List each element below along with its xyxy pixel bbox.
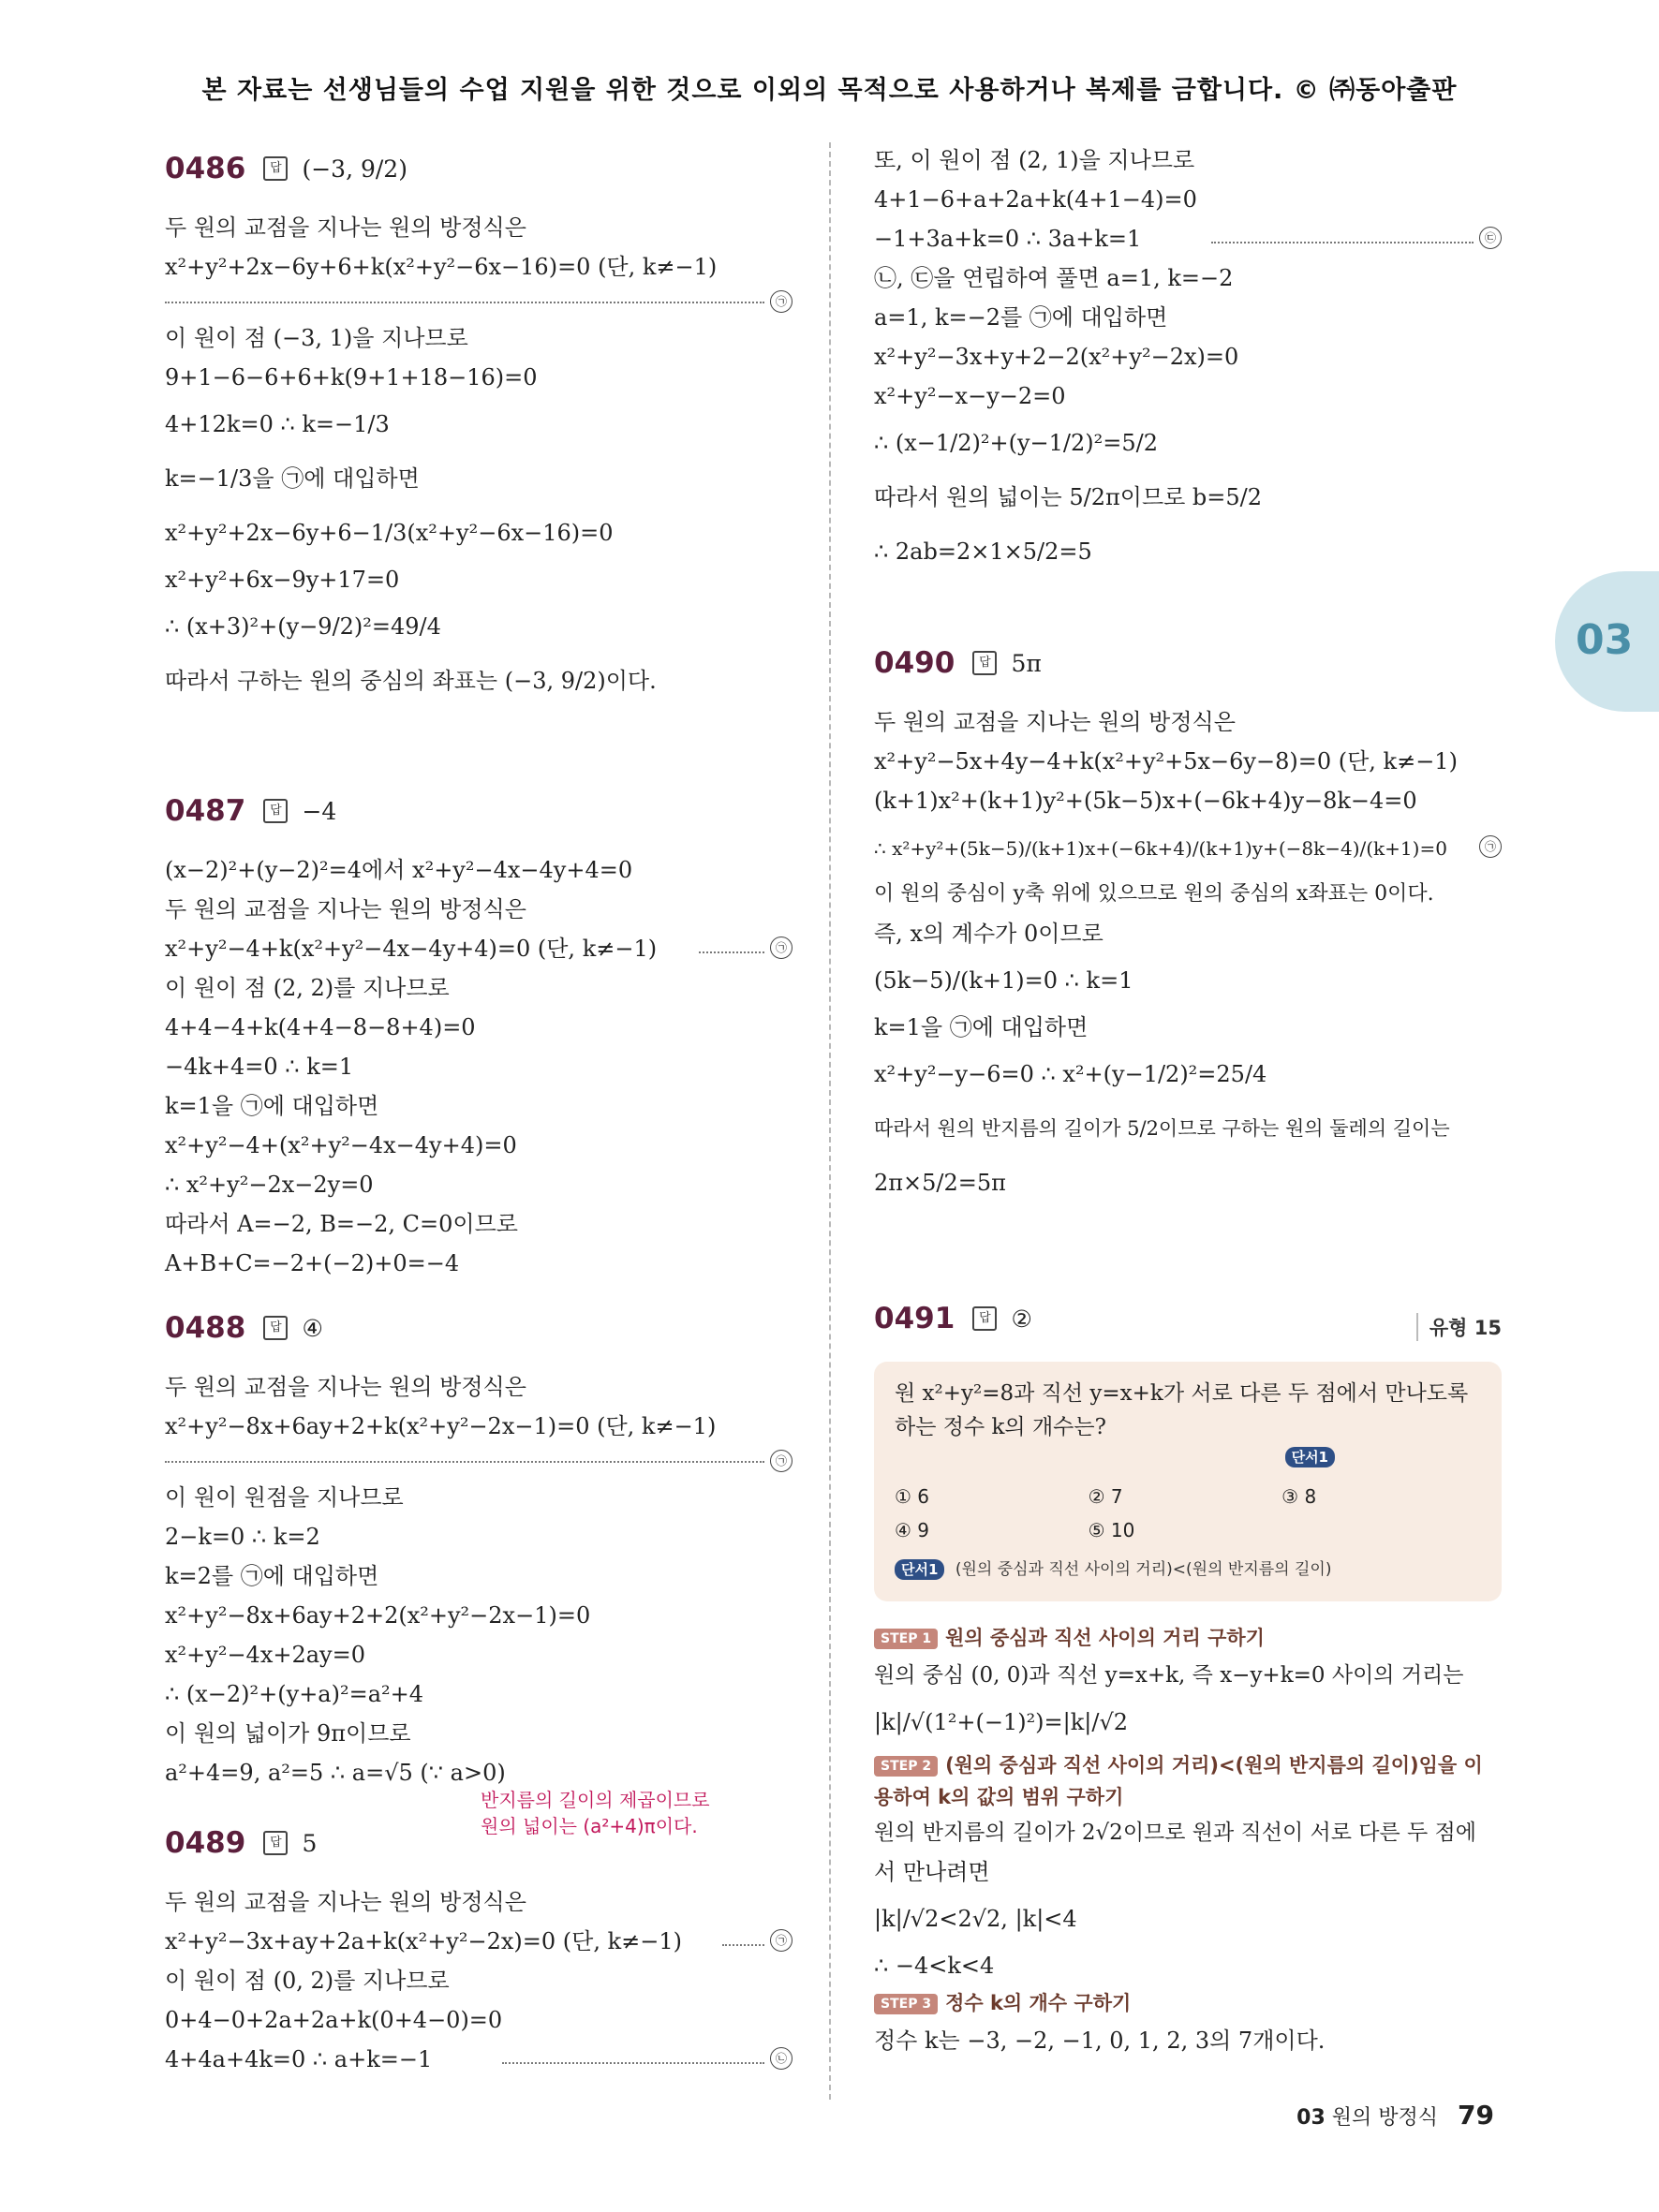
solution-line: x²+y²−4+(x²+y²−4x−4y+4)=0 <box>165 1132 517 1158</box>
copyright-notice: 본 자료는 선생님들의 수업 지원을 위한 것으로 이외의 목적으로 사용하거나 복제를 금합니다. © ㈜동아출판 <box>201 76 1458 105</box>
solution-line: 9+1−6−6+6+k(9+1+18−16)=0 <box>165 364 538 391</box>
circled-marker: ㉠ <box>1479 835 1502 858</box>
solution-line: ∴ (x+3)²+(y−9/2)²=49/4 <box>165 613 441 640</box>
solution-line: 두 원의 교점을 지나는 원의 방정식은 <box>165 214 526 241</box>
solution-line-with-marker <box>874 820 1502 875</box>
step-heading <box>874 1620 1502 1656</box>
answer-value: ② <box>1011 1305 1032 1333</box>
solution-line: (x−2)²+(y−2)²=4에서 x²+y²−4x−4y+4=0 <box>165 857 633 883</box>
problem-number: 0489 <box>165 1826 246 1860</box>
solution-line: 2−k=0 ∴ k=2 <box>165 1524 320 1550</box>
problem-number: 0490 <box>874 646 955 680</box>
answer-icon: 답 <box>263 1316 288 1340</box>
solution-line: |k|/√(1²+(−1)²)=|k|/√2 <box>874 1709 1129 1735</box>
solution-line: 원의 반지름의 길이가 2√2이므로 원과 직선이 서로 다른 두 점에 <box>874 1821 1476 1845</box>
problem-box <box>874 1362 1502 1601</box>
solution-header <box>165 794 792 850</box>
chapter-tab <box>1555 571 1659 712</box>
solution-line: k=1을 ㉠에 대입하면 <box>874 1014 1089 1040</box>
answer-options <box>895 1480 1481 1547</box>
answer-icon: 답 <box>263 799 288 823</box>
type-tag: 유형 15 <box>1416 1313 1502 1341</box>
option: ⑤ 10 <box>1088 1519 1135 1541</box>
solution-line: |k|/√2<2√2, |k|<4 <box>874 1906 1077 1932</box>
solution-line: 4+12k=0 ∴ k=−1/3 <box>165 411 390 437</box>
solution-header <box>165 1311 792 1367</box>
solution-header <box>874 1302 1502 1358</box>
answer-icon: 답 <box>263 1831 288 1855</box>
solution-line: 이 원이 점 (−3, 1)을 지나므로 <box>165 325 468 351</box>
solution-line: x²+y²+2x−6y+6+k(x²+y²−6x−16)=0 (단, k≠−1) <box>165 254 718 280</box>
footer-title: 원의 방정식 <box>1331 2106 1439 2130</box>
circled-marker: ㉠ <box>770 290 792 313</box>
problem-number: 0486 <box>165 152 246 185</box>
solution-line: k=−1/3을 ㉠에 대입하면 <box>165 465 420 492</box>
solution-0489-continued <box>874 140 1502 579</box>
annotation-line: 원의 넓이는 (a²+4)π이다. <box>481 1815 698 1837</box>
solution-line: 서 만나려면 <box>874 1859 990 1885</box>
solution-line: x²+y²−5x+4y−4+k(x²+y²+5x−6y−8)=0 (단, k≠−1) <box>874 748 1458 774</box>
solution-line-with-marker <box>165 2040 792 2079</box>
circled-marker: ㉠ <box>770 1450 792 1472</box>
solution-line: 이 원이 점 (0, 2)를 지나므로 <box>165 1968 450 1994</box>
solution-line-with-marker <box>165 1922 792 1961</box>
leader-dots <box>502 2062 764 2064</box>
solution-line: ∴ −4<k<4 <box>874 1953 995 1979</box>
solution-line: 두 원의 교점을 지나는 원의 방정식은 <box>874 709 1236 735</box>
solution-text: x²+y²−3x+ay+2a+k(x²+y²−2x)=0 (단, k≠−1) <box>165 1928 682 1954</box>
answer-icon: 답 <box>972 651 997 675</box>
answer-value: 5π <box>1011 649 1042 677</box>
problem-number: 0488 <box>165 1311 246 1345</box>
solution-line: ∴ (x−1/2)²+(y−1/2)²=5/2 <box>874 430 1158 456</box>
solution-text: −1+3a+k=0 ∴ 3a+k=1 <box>874 226 1142 252</box>
marker-line <box>165 1446 792 1478</box>
solution-line: k=1을 ㉠에 대입하면 <box>165 1093 379 1119</box>
solution-line: x²+y²−8x+6ay+2+k(x²+y²−2x−1)=0 (단, k≠−1) <box>165 1413 717 1439</box>
solution-header <box>165 1826 792 1882</box>
solution-line: 따라서 원의 반지름의 길이가 5/2이므로 구하는 원의 둘레의 길이는 <box>874 1117 1450 1140</box>
clue-text: (원의 중심과 직선 사이의 거리)<(원의 반지름의 길이) <box>955 1560 1332 1579</box>
solution-line: −4k+4=0 ∴ k=1 <box>165 1054 354 1080</box>
solution-line: a²+4=9, a²=5 ∴ a=√5 (∵ a>0) <box>165 1760 506 1786</box>
step-badge: STEP 1 <box>874 1629 938 1649</box>
solution-line: 이 원이 원점을 지나므로 <box>165 1484 404 1511</box>
solution-line: 정수 k는 −3, −2, −1, 0, 1, 2, 3의 7개이다. <box>874 2028 1326 2054</box>
chapter-tab-label: 03 <box>1576 616 1634 664</box>
solution-line: 이 원의 넓이가 9π이므로 <box>165 1720 411 1747</box>
circled-marker: ㉠ <box>770 1929 792 1952</box>
solution-line: a=1, k=−2를 ㉠에 대입하면 <box>874 304 1168 331</box>
solution-line: 4+1−6+a+2a+k(4+1−4)=0 <box>874 186 1197 213</box>
solution-line: ∴ 2ab=2×1×5/2=5 <box>874 538 1092 565</box>
problem-text: 원 x²+y²=8과 직선 y=x+k가 서로 다른 두 점에서 만나도록 하는 정수 k의 개수는? <box>895 1381 1469 1439</box>
solution-text: x²+y²−4+k(x²+y²−4x−4y+4)=0 (단, k≠−1) <box>165 936 658 962</box>
step-title: 정수 k의 개수 구하기 <box>945 1992 1132 2014</box>
solution-line: x²+y²−y−6=0 ∴ x²+(y−1/2)²=25/4 <box>874 1061 1267 1087</box>
solution-line: ∴ x²+y²−2x−2y=0 <box>165 1172 374 1198</box>
solution-header <box>874 646 1502 702</box>
solution-0490 <box>874 646 1502 1210</box>
option: ④ 9 <box>895 1519 930 1541</box>
step-badge: STEP 3 <box>874 1994 938 2014</box>
circled-marker: ㉡ <box>770 2047 792 2070</box>
step-title: (원의 중심과 직선 사이의 거리)<(원의 반지름의 길이)임을 이용하여 k의 값의 범위 구하기 <box>874 1754 1483 1808</box>
answer-value: ④ <box>302 1314 323 1342</box>
answer-value: −4 <box>302 797 337 825</box>
solution-0489 <box>165 1826 792 2079</box>
solution-line: A+B+C=−2+(−2)+0=−4 <box>165 1250 460 1276</box>
solution-line: k=2를 ㉠에 대입하면 <box>165 1563 379 1589</box>
solution-line: 즉, x의 계수가 0이므로 <box>874 921 1104 947</box>
solution-line: 두 원의 교점을 지나는 원의 방정식은 <box>165 896 526 922</box>
solution-line: (k+1)x²+(k+1)y²+(5k−5)x+(−6k+4)y−8k−4=0 <box>874 788 1417 814</box>
step-heading <box>874 1985 1502 2021</box>
clue-hint <box>895 1553 1481 1586</box>
solution-text: 4+4a+4k=0 ∴ a+k=−1 <box>165 2046 433 2072</box>
option: ② 7 <box>1088 1485 1123 1508</box>
solution-header <box>165 152 792 208</box>
circled-marker: ㉢ <box>1479 227 1502 249</box>
solution-0487 <box>165 794 792 1283</box>
circled-marker: ㉠ <box>770 936 792 959</box>
answer-value: 5 <box>302 1829 318 1857</box>
solution-line: 원의 중심 (0, 0)과 직선 y=x+k, 즉 x−y+k=0 사이의 거리는 <box>874 1663 1464 1688</box>
option: ① 6 <box>895 1485 930 1508</box>
page-footer <box>1296 2100 1494 2131</box>
solution-0491 <box>874 1302 1502 2060</box>
solution-line: 따라서 원의 넓이는 5/2π이므로 b=5/2 <box>874 484 1263 510</box>
solution-line: x²+y²−4x+2ay=0 <box>165 1642 365 1668</box>
solution-line: ㉡, ㉢을 연립하여 풀면 a=1, k=−2 <box>874 265 1234 291</box>
solution-line: (5k−5)/(k+1)=0 ∴ k=1 <box>874 967 1133 994</box>
annotation-line: 반지름의 길이의 제곱이므로 <box>481 1789 710 1811</box>
solution-0486 <box>165 152 792 708</box>
problem-number: 0487 <box>165 794 246 828</box>
clue-badge: 단서1 <box>895 1559 944 1580</box>
answer-icon: 답 <box>972 1306 997 1331</box>
solution-line: x²+y²−3x+y+2−2(x²+y²−2x)=0 <box>874 344 1239 370</box>
solution-0488 <box>165 1311 792 1837</box>
marker-line <box>165 287 792 318</box>
leader-dots <box>165 1461 764 1463</box>
leader-dots <box>165 302 764 303</box>
solution-text: ∴ x²+y²+(5k−5)/(k+1)x+(−6k+4)/(k+1)y+(−8k−4)/(k+1)=0 <box>874 837 1447 860</box>
solution-line: 0+4−0+2a+2a+k(0+4−0)=0 <box>165 2007 503 2033</box>
solution-line: x²+y²−8x+6ay+2+2(x²+y²−2x−1)=0 <box>165 1602 591 1629</box>
solution-line: 따라서 A=−2, B=−2, C=0이므로 <box>165 1211 518 1237</box>
step-heading <box>874 1749 1502 1813</box>
solution-line-with-marker <box>874 219 1502 258</box>
solution-line: 또, 이 원이 점 (2, 1)을 지나므로 <box>874 147 1195 173</box>
step-title: 원의 중심과 직선 사이의 거리 구하기 <box>945 1627 1265 1649</box>
answer-value: (−3, 9/2) <box>302 155 407 183</box>
solution-line: ∴ (x−2)²+(y+a)²=a²+4 <box>165 1681 424 1707</box>
solution-line: x²+y²+2x−6y+6−1/3(x²+y²−6x−16)=0 <box>165 520 614 546</box>
solution-line: 4+4−4+k(4+4−8−8+4)=0 <box>165 1014 476 1040</box>
step-badge: STEP 2 <box>874 1756 938 1777</box>
option: ③ 8 <box>1281 1485 1317 1508</box>
leader-dots <box>1211 242 1474 243</box>
solution-line: x²+y²+6x−9y+17=0 <box>165 567 400 593</box>
solution-line: 이 원이 점 (2, 2)를 지나므로 <box>165 975 450 1001</box>
solution-line: 이 원의 중심이 y축 위에 있으므로 원의 중심의 x좌표는 0이다. <box>874 882 1434 906</box>
solution-line: 따라서 구하는 원의 중심의 좌표는 (−3, 9/2)이다. <box>165 668 657 694</box>
problem-number: 0491 <box>874 1302 955 1335</box>
solution-line: 2π×5/2=5π <box>874 1170 1006 1196</box>
page-number: 79 <box>1458 2100 1494 2131</box>
leader-dots <box>699 951 764 953</box>
clue-badge: 단서1 <box>1285 1447 1335 1467</box>
solution-line: 두 원의 교점을 지나는 원의 방정식은 <box>165 1889 526 1915</box>
answer-icon: 답 <box>263 156 288 181</box>
solution-line-with-marker <box>165 929 792 968</box>
column-divider <box>829 142 831 2100</box>
solution-line: x²+y²−x−y−2=0 <box>874 383 1066 409</box>
leader-dots <box>722 1944 764 1946</box>
footer-chapter: 03 <box>1296 2106 1326 2130</box>
solution-line: 두 원의 교점을 지나는 원의 방정식은 <box>165 1374 526 1400</box>
